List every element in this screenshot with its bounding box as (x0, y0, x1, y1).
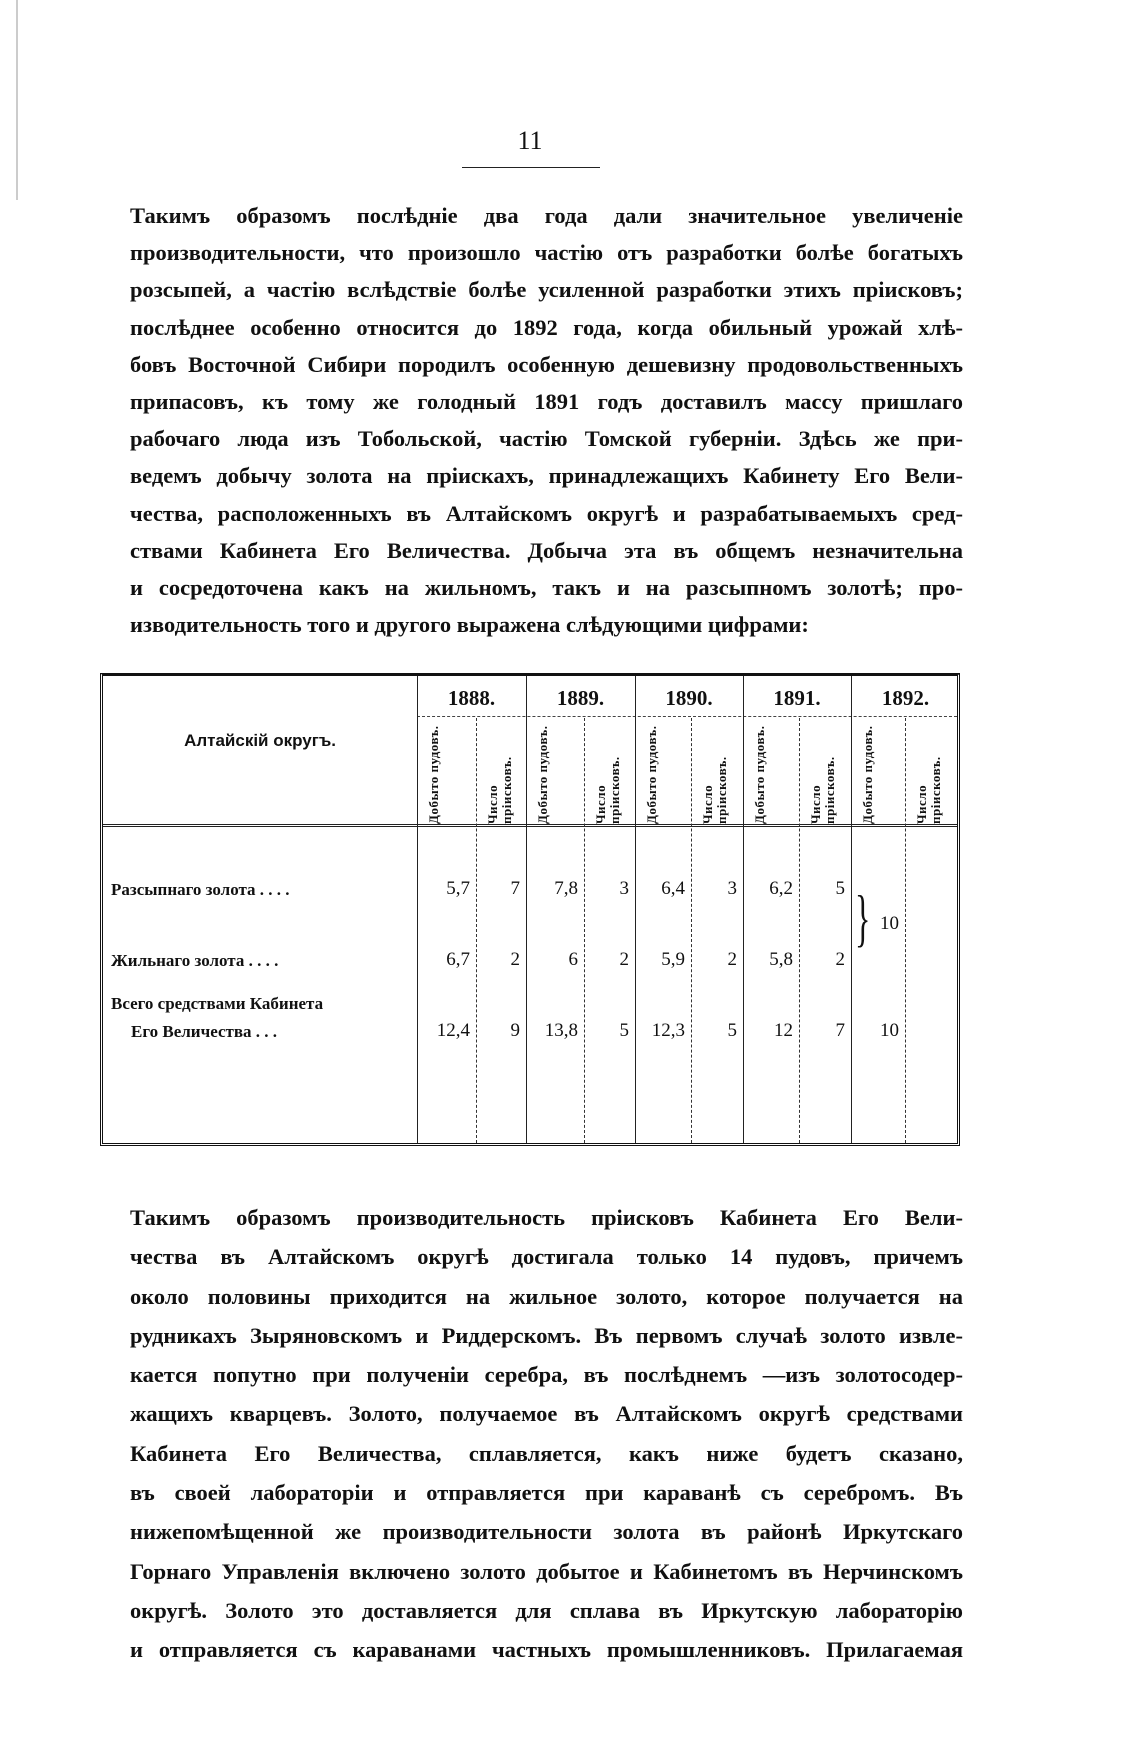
table-cell: 7 (835, 1020, 845, 1041)
text-line: округѣ. Золото это доставляется для сплава въ Иркутскую лабораторію (130, 1597, 963, 1623)
table-cell: 2 (510, 949, 520, 970)
scan-edge (16, 0, 18, 200)
column-subheader: Число пріисковъ. (593, 756, 622, 824)
table-cell: 12,4 (436, 1020, 470, 1041)
text-line: Кабинета Его Величества, сплавляется, какъ ниже будетъ сказано, (130, 1440, 963, 1466)
table-cell: 2 (619, 949, 629, 970)
text-line: ствами Кабинета Его Величества. Добыча эта въ общемъ незначительна (130, 537, 963, 563)
text-line: производительности, что произошло частію отъ разработки болѣе богатыхъ (130, 240, 963, 266)
column-subheader: Добыто пудовъ. (535, 725, 550, 824)
year-header: 1891. (773, 686, 821, 710)
column-rule (905, 718, 906, 1143)
table-cell: 9 (510, 1020, 520, 1041)
column-subheader: Добыто пудовъ. (860, 725, 875, 824)
table-cell: 6,4 (661, 878, 685, 899)
year-header: 1888. (447, 686, 496, 710)
text-line: жащихъ кварцевъ. Золото, получаемое въ Алтайскомъ округѣ средствами (130, 1401, 963, 1427)
column-subheader: Добыто пудовъ. (426, 725, 441, 824)
header-divider (103, 824, 957, 827)
row-label: Всего средствами Кабинета (111, 994, 324, 1013)
page-number-rule (462, 167, 600, 168)
text-line: около половины приходится на жильное золото, которое получается на (130, 1283, 963, 1309)
table-cell: 5,8 (769, 949, 793, 970)
row-label: Жильнаго золота . . . . (111, 951, 279, 970)
brace-1892: } (855, 882, 871, 953)
column-subheader: Добыто пудовъ. (644, 725, 659, 824)
table-cell: 2 (727, 949, 737, 970)
table-cell: 2 (835, 949, 845, 970)
row-label: Его Величества . . . (131, 1022, 278, 1041)
text-line: и сосредоточена какъ на жильномъ, такъ и на разсыпномъ золотѣ; про- (130, 574, 963, 600)
table-cell: 6,2 (769, 878, 793, 899)
table-cell: 10 (880, 1020, 899, 1041)
text-line: чества въ Алтайскомъ округѣ достигала только 14 пудовъ, причемъ (130, 1244, 963, 1270)
gold-production-table (100, 673, 960, 1146)
column-rule (799, 718, 800, 1143)
year-header: 1892. (881, 686, 930, 710)
table-cell: 5 (835, 878, 845, 899)
text-line: кается попутно при полученіи серебра, въ послѣднемъ —изъ золотосодер- (130, 1362, 963, 1388)
text-line: чества, расположенныхъ въ Алтайскомъ округѣ и разрабатываемыхъ сред- (130, 500, 963, 526)
table-cell: 13,8 (544, 1020, 578, 1041)
table-cell: 5,9 (661, 949, 685, 970)
text-line: ведемъ добычу золота на пріискахъ, принадлежащихъ Кабинету Его Вели- (130, 463, 963, 489)
table-cell: 5 (727, 1020, 737, 1041)
text-line: припасовъ, къ тому же голодный 1891 годъ доставилъ массу пришлаго (130, 388, 963, 414)
text-line: розсыпей, а частію вслѣдствіе болѣе усиленной разработки этихъ пріисковъ; (130, 277, 963, 303)
column-rule (584, 718, 585, 1143)
table-cell: 6,7 (446, 949, 470, 970)
row-label: Разсыпнаго золота . . . . (111, 880, 290, 899)
table-cell: 5,7 (446, 878, 470, 899)
text-line: Такимъ образомъ послѣдніе два года дали значительное увеличеніе (130, 203, 963, 228)
text-line: бовъ Восточной Сибири породилъ особенную дешевизну продовольственныхъ (130, 351, 963, 377)
page-number: 11 (517, 126, 543, 155)
column-subheader: Число пріисковъ. (485, 756, 514, 824)
table-cell: 6 (568, 949, 578, 970)
table-cell: 3 (619, 878, 629, 899)
column-rule (635, 676, 636, 1143)
column-subheader: Число пріисковъ. (914, 756, 943, 824)
table-cell: 7,8 (554, 878, 578, 899)
table-cell: 12,3 (651, 1020, 685, 1041)
text-line: рудникахъ Зыряновскомъ и Риддерскомъ. Въ первомъ случаѣ золото извле- (130, 1322, 963, 1348)
column-rule (851, 676, 852, 1143)
year-header: 1889. (556, 686, 605, 710)
text-line: нижепомѣщенной же производительности золота въ районѣ Иркутскаго (130, 1519, 963, 1545)
text-line: Такимъ образомъ производительность пріисковъ Кабинета Его Вели- (130, 1205, 963, 1230)
column-rule (743, 676, 744, 1143)
text-line: и отправляется съ караванами частныхъ промышленниковъ. Прилагаемая (130, 1637, 963, 1663)
table-cell: 3 (727, 878, 737, 899)
paragraph-1 (130, 197, 963, 643)
column-subheader: Число пріисковъ. (808, 756, 837, 824)
column-subheader: Число пріисковъ. (700, 756, 729, 824)
text-line: Горнаго Управленія включено золото добытое и Кабинетомъ въ Нерчинскомъ (130, 1558, 963, 1584)
text-line: въ своей лабораторіи и отправляется при караванѣ съ серебромъ. Въ (130, 1480, 963, 1506)
column-rule (417, 676, 418, 1143)
region-header: Алтайскій округъ. (184, 731, 336, 750)
column-rule (476, 718, 477, 1143)
column-subheader: Добыто пудовъ. (752, 725, 767, 824)
text-line: рабочаго люда изъ Тобольской, частію Томской губерніи. Здѣсь же при- (130, 426, 963, 452)
table-cell: 12 (774, 1020, 793, 1041)
paragraph-2 (130, 1198, 963, 1670)
column-rule (526, 676, 527, 1143)
year-header: 1890. (665, 686, 713, 710)
table-cell-merged: 10 (880, 913, 899, 934)
text-line: изводительность того и другого выражена слѣдующими цифрами: (130, 612, 809, 638)
table-cell: 5 (619, 1020, 629, 1041)
table-cell: 7 (510, 878, 520, 899)
column-rule (691, 718, 692, 1143)
text-line: послѣднее особенно относится до 1892 года, когда обильный урожай хлѣ- (130, 314, 963, 340)
